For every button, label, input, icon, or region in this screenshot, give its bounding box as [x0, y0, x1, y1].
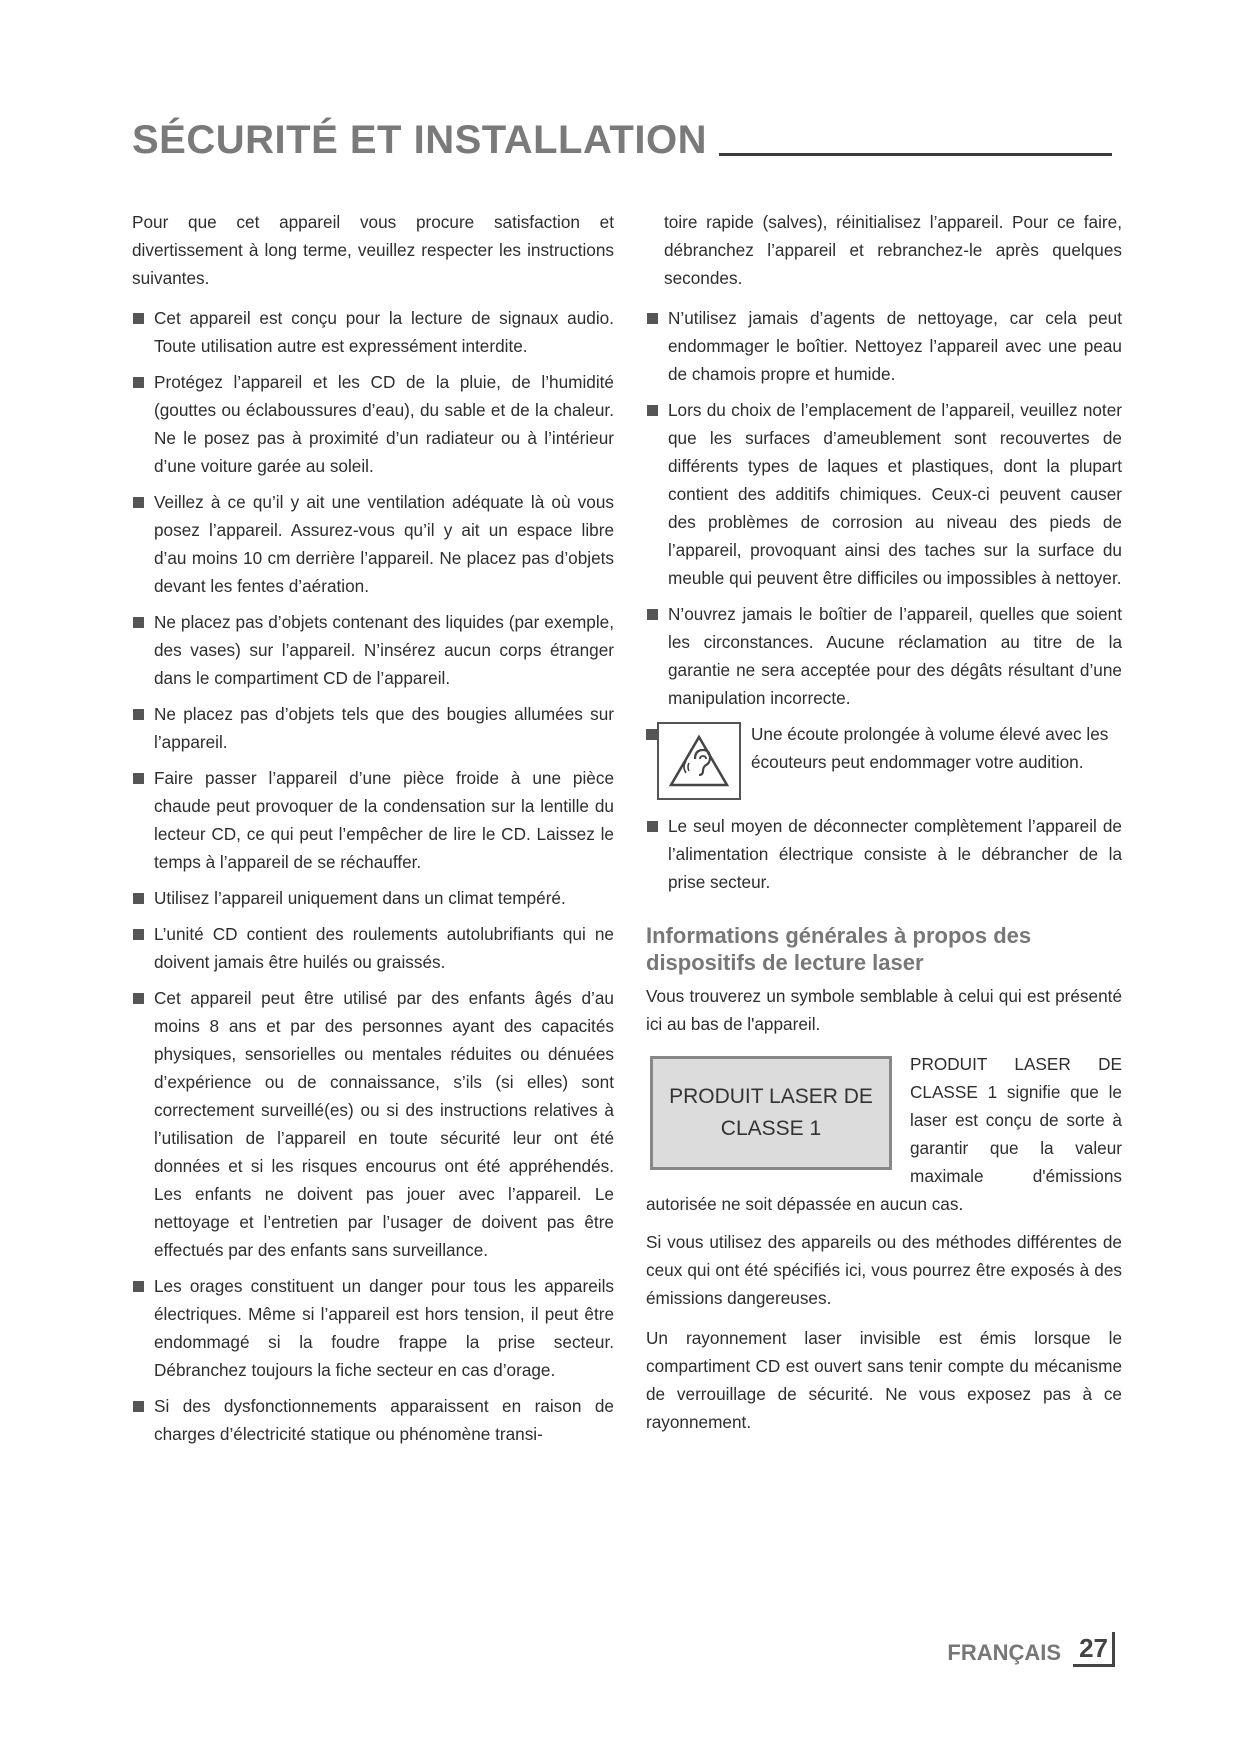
hearing-warning — [646, 720, 1122, 800]
bullet-square-icon — [647, 405, 658, 416]
list-item: N’ouvrez jamais le boîtier de l’appareil, quelles que soient les circonstances. Aucune réclamation au titre de la garantie ne sera acceptée pour des dégâts résultant d’une manipulation incorrecte. — [646, 600, 1122, 712]
laser-class-block — [646, 1050, 1122, 1218]
ear-warning-triangle-icon — [667, 733, 731, 789]
methods-paragraph: Si vous utilisez des appareils ou des méthodes différentes de ceux qui ont été spécifiés ici, vous pourrez être exposés à des émissions dangereuses. — [646, 1232, 1122, 1308]
page-header — [132, 108, 1112, 160]
hearing-warning-icon — [657, 722, 741, 800]
laser-class-label: PRODUIT LASER DE CLASSE 1 — [650, 1056, 892, 1170]
bullet-square-icon — [647, 313, 658, 324]
left-column — [132, 208, 614, 1456]
list-item: Faire passer l’appareil d’une pièce froide à une pièce chaude peut provoquer de la condensation sur la lentille du lecteur CD, ce qui peut l’empêcher de lire le CD. Laissez le temps à l’appareil de se réchauffer. — [132, 764, 614, 876]
list-item: Si des dysfonctionnements apparaissent en raison de charges d’électricité statique ou phénomène transi- — [132, 1392, 614, 1448]
hearing-warning-text: Une écoute prolongée à volume élevé avec les écouteurs peut endommager votre audition. — [751, 724, 1109, 772]
safety-list-left — [132, 304, 614, 1448]
list-item: Les orages constituent un danger pour tous les appareils électriques. Même si l’appareil est hors tension, il peut être endommagé si la foudre frappe la prise secteur. Débranchez toujours la fiche secteur en cas d’orage. — [132, 1272, 614, 1384]
page-number: 27 — [1073, 1632, 1115, 1667]
bullet-square-icon — [133, 929, 144, 940]
title-underline — [719, 153, 1112, 156]
list-item: Protégez l’appareil et les CD de la pluie, de l’humidité (gouttes ou éclaboussures d’eau), du sable et de la chaleur. Ne le posez pas à proximité d’un radiateur ou à l’intérieur d’une voiture garée au soleil. — [132, 368, 614, 480]
laser-section-heading: Informations générales à propos des dispositifs de lecture laser — [646, 923, 1032, 975]
safety-list-right — [646, 304, 1122, 712]
list-item: Ne placez pas d’objets tels que des bougies allumées sur l’appareil. — [132, 700, 614, 756]
list-item: Cet appareil peut être utilisé par des enfants âgés d’au moins 8 ans et par des personnes ayant des capacités physiques, sensorielles ou mentales réduites ou dénuées d’expérience ou de connaissance, s’ils (si elles) sont correctement surveillé(es) ou si des instructions relatives à l’utilisation de l’appareil en toute sécurité leur ont été données et si les risques encourus ont été appréhendés. Les enfants ne doivent pas jouer avec l’appareil. Le nettoyage et l’entretien par l’usager de doivent pas être effectués par des enfants sans surveillance. — [132, 984, 614, 1264]
laser-class-description: PRODUIT LASER DE CLASSE 1 signifie que le laser est conçu de sorte à garantir que la valeur maximale d'émissions autorisée ne soit dépassée en aucun cas. — [646, 1054, 1122, 1214]
bullet-square-icon — [647, 609, 658, 620]
bullet-square-icon — [133, 497, 144, 508]
list-item: N’utilisez jamais d’agents de nettoyage, car cela peut endommager le boîtier. Nettoyez l’appareil avec une peau de chamois propre et humide. — [646, 304, 1122, 388]
bullet-square-icon — [647, 821, 658, 832]
list-item: Lors du choix de l’emplacement de l’appareil, veuillez noter que les surfaces d’ameublement sont recouvertes de différents types de laques et plastiques, dont la plupart contient des additifs chimiques. Ceux-ci peuvent causer des problèmes de corrosion au niveau des pieds de l’appareil, provoquant ainsi des taches sur la surface du meuble qui peuvent être difficiles ou impossibles à nettoyer. — [646, 396, 1122, 592]
bullet-square-icon — [133, 773, 144, 784]
list-item: Le seul moyen de déconnecter complètement l’appareil de l’alimentation électrique consiste à le débrancher de la prise secteur. — [646, 812, 1122, 896]
bullet-square-icon — [133, 1281, 144, 1292]
list-item: Ne placez pas d’objets contenant des liquides (par exemple, des vases) sur l’appareil. N’insérez aucun corps étranger dans le compartiment CD de l’appareil. — [132, 608, 614, 692]
bullet-square-icon — [133, 313, 144, 324]
bullet-square-icon — [133, 617, 144, 628]
right-column — [646, 208, 1122, 1448]
bullet-square-icon — [133, 709, 144, 720]
list-item: Cet appareil est conçu pour la lecture de signaux audio. Toute utilisation autre est expressément interdite. — [132, 304, 614, 360]
radiation-paragraph: Un rayonnement laser invisible est émis lorsque le compartiment CD est ouvert sans tenir compte du mécanisme de verrouillage de sécurité. Ne vous exposez pas à ce rayonnement. — [646, 1328, 1122, 1432]
page-footer — [947, 1632, 1115, 1667]
bullet-square-icon — [133, 993, 144, 1004]
safety-list-right-2 — [646, 812, 1122, 896]
page-title: SÉCURITÉ ET INSTALLATION — [132, 118, 707, 162]
bullet-square-icon — [133, 893, 144, 904]
intro-paragraph: Pour que cet appareil vous procure satisfaction et divertissement à long terme, veuillez respecter les instructions suivantes. — [132, 212, 614, 288]
bullet-square-icon — [646, 729, 657, 740]
continued-paragraph: toire rapide (salves), réinitialisez l’appareil. Pour ce faire, débranchez l’appareil et rebranchez-le après quelques secondes. — [664, 212, 1122, 288]
list-item: Veillez à ce qu’il y ait une ventilation adéquate là où vous posez l’appareil. Assurez-vous qu’il y ait un espace libre d’au moins 10 cm derrière l’appareil. Ne placez pas d’objets devant les fentes d’aération. — [132, 488, 614, 600]
bullet-square-icon — [133, 1401, 144, 1412]
footer-language: FRANÇAIS — [947, 1640, 1062, 1665]
list-item: L’unité CD contient des roulements autolubrifiants qui ne doivent jamais être huilés ou graissés. — [132, 920, 614, 976]
bullet-square-icon — [133, 377, 144, 388]
laser-intro-paragraph: Vous trouverez un symbole semblable à celui qui est présenté ici au bas de l'appareil. — [646, 986, 1122, 1034]
list-item: Utilisez l’appareil uniquement dans un climat tempéré. — [132, 884, 614, 912]
